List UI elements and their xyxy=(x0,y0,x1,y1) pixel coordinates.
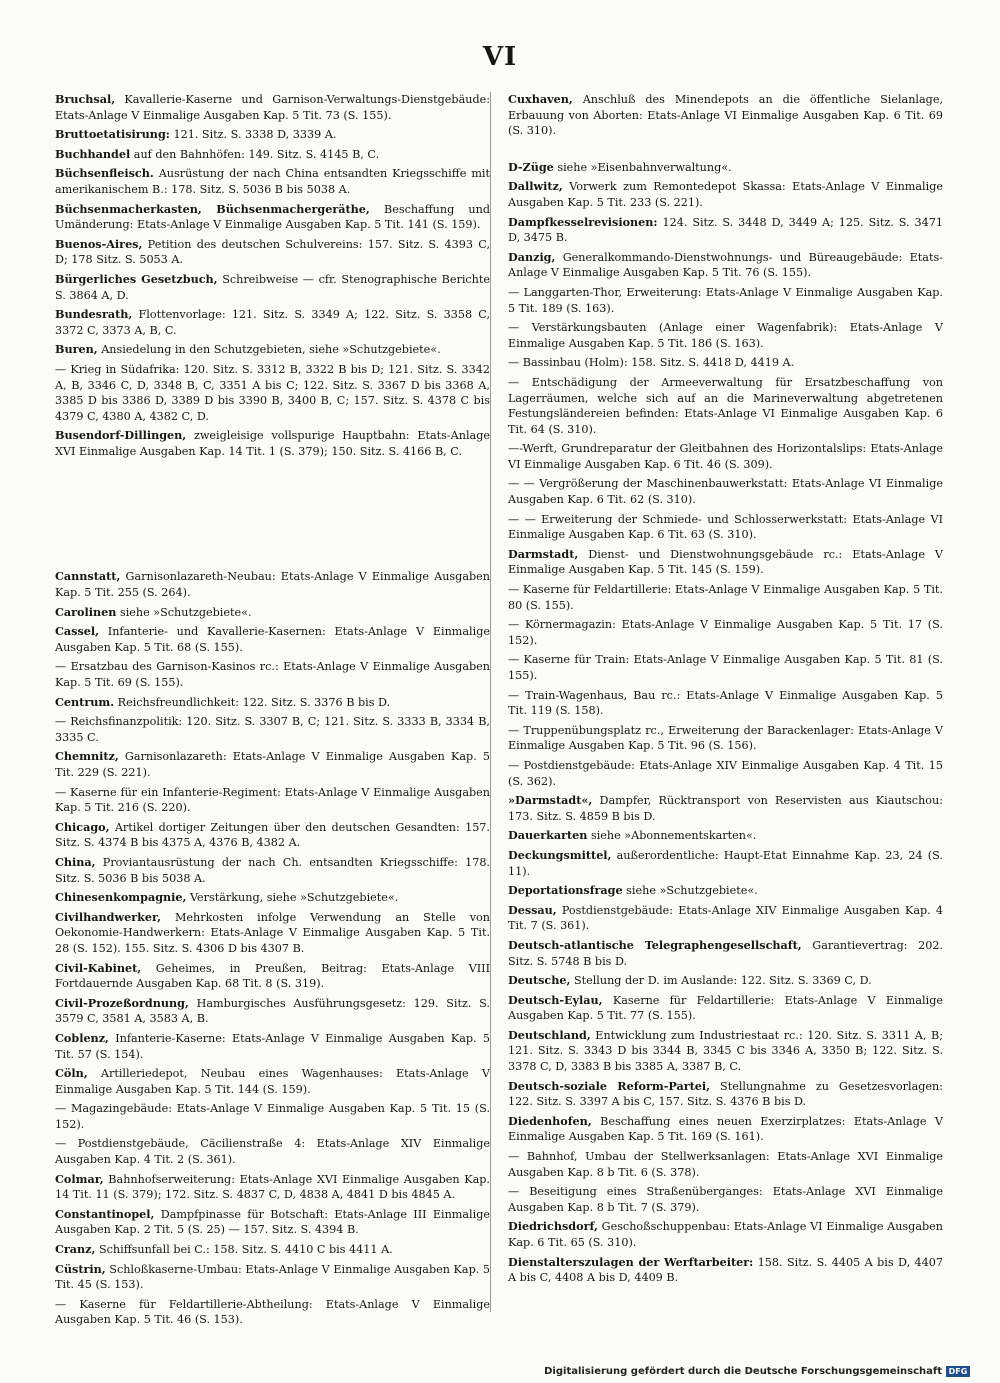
column-divider xyxy=(490,92,491,1312)
index-entry-references: siehe »Eisenbahnverwaltung«. xyxy=(553,160,732,174)
index-entry-headword: Dienstalterszulagen der Werftarbeiter: xyxy=(508,1254,754,1269)
index-entry xyxy=(55,1066,490,1097)
index-entry xyxy=(508,547,943,578)
index-column-left xyxy=(55,92,490,1332)
index-entry xyxy=(508,903,943,934)
index-entry-references: Ansiedelung in den Schutzgebieten, siehe »Schutzgebiete«. xyxy=(97,343,441,357)
index-entry xyxy=(508,215,943,246)
index-entry-references: Kavallerie-Kaserne und Garnison-Verwaltungs-Dienstgebäude: Etats-Anlage V Einmalige Ausgaben Kap. 5 Tit. 73 (S. 155). xyxy=(55,93,490,122)
index-entry-headword: Deportationsfrage xyxy=(508,883,623,898)
index-entry-headword: Cuxhaven, xyxy=(508,92,573,106)
index-entry xyxy=(508,883,943,899)
index-entry-references: Anschluß des Minendepots an die öffentliche Sielanlage, Erbauung von Aborten: Etats-Anlage VI Einmalige Ausgaben Kap. 6 Tit. 69 (S. 310). xyxy=(508,93,943,138)
index-entry-references: — — Erweiterung der Schmiede- und Schlosserwerkstatt: Etats-Anlage VI Einmalige Ausgaben Kap. 6 Tit. 63 (S. 310). xyxy=(508,512,943,542)
index-entry-references: Garnisonlazareth-Neubau: Etats-Anlage V Einmalige Ausgaben Kap. 5 Tit. 255 (S. 264). xyxy=(55,570,490,600)
index-entry-references: Geheimes, in Preußen, Beitrag: Etats-Anlage VIII Fortdauernde Ausgaben Kap. 68 Tit. 8 (S. 319). xyxy=(55,961,490,991)
index-entry-references: Proviantausrüstung der nach Ch. entsandten Kriegsschiffe: 178. Sitz. S. 5036 B bis 5038 A. xyxy=(55,855,490,885)
index-entry-references: — Postdienstgebäude: Etats-Anlage XIV Einmalige Ausgaben Kap. 4 Tit. 15 (S. 362). xyxy=(508,758,943,788)
index-entry-headword: Cranz, xyxy=(55,1242,96,1257)
section-spacer xyxy=(508,143,943,160)
index-entry-references: — Magazingebäude: Etats-Anlage V Einmalige Ausgaben Kap. 5 Tit. 15 (S. 152). xyxy=(55,1102,490,1131)
index-entry-references: — Bassinbau (Holm): 158. Sitz. S. 4418 D, 4419 A. xyxy=(508,356,795,370)
index-entry-references: Garnisonlazareth: Etats-Anlage V Einmalige Ausgaben Kap. 5 Tit. 229 (S. 221). xyxy=(55,750,490,779)
index-entry-headword: Dessau, xyxy=(508,902,557,917)
page-number: VI xyxy=(482,42,518,72)
index-entry xyxy=(55,1172,490,1203)
index-entry xyxy=(55,659,490,690)
index-entry xyxy=(55,855,490,886)
index-entry xyxy=(55,1031,490,1062)
index-entry-references: 124. Sitz. S. 3448 D, 3449 A; 125. Sitz. S. 3471 D, 3475 B. xyxy=(508,215,943,245)
index-entry-headword: Buchhandel xyxy=(55,146,131,161)
index-entry-headword: Bürgerliches Gesetzbuch, xyxy=(55,271,218,286)
index-entry xyxy=(508,828,943,844)
index-entry-references: zweigleisige vollspurige Hauptbahn: Etats-Anlage XVI Einmalige Ausgaben Kap. 14 Tit. 1 (S. 379); 150. Sitz. S. 4166 B, C. xyxy=(55,429,490,458)
index-entry-references: Entwicklung zum Industriestaat rc.: 120. Sitz. S. 3311 A, B; 121. Sitz. S. 3343 D bis 3344 B, 3345 C bis 3346 A, 3350 B; 122. Sitz. S. 3378 C, D, 3383 B bis 3385 A, 3387 B, C. xyxy=(508,1028,943,1074)
index-entry xyxy=(55,820,490,851)
index-entry-references: Flottenvorlage: 121. Sitz. S. 3349 A; 122. Sitz. S. 3358 C, 3372 C, 3373 A, B, C. xyxy=(55,308,490,337)
index-entry-headword: »Darmstadt«, xyxy=(508,793,593,808)
index-entry-headword: Coblenz, xyxy=(55,1030,109,1045)
index-entry-headword: Centrum. xyxy=(55,694,115,709)
index-entry-headword: Deutsch-Eylau, xyxy=(508,992,603,1007)
index-entry-headword: Diedrichsdorf, xyxy=(508,1219,598,1234)
index-entry-references: Vorwerk zum Remontedepot Skassa: Etats-Anlage V Einmalige Ausgaben Kap. 5 Tit. 233 (S. 221). xyxy=(508,180,943,209)
index-entry-headword: Dampfkesselrevisionen: xyxy=(508,214,658,229)
index-entry xyxy=(55,342,490,358)
index-entry-references: 121. Sitz. S. 3338 D, 3339 A. xyxy=(169,128,337,142)
index-entry-references: Schiffsunfall bei C.: 158. Sitz. S. 4410 C bis 4411 A. xyxy=(95,1243,393,1257)
index-entry-headword: Cannstatt, xyxy=(55,569,121,584)
index-entry xyxy=(508,723,943,754)
index-entry-references: Schloßkaserne-Umbau: Etats-Anlage V Einmalige Ausgaben Kap. 5 Tit. 45 (S. 153). xyxy=(55,1262,490,1292)
index-entry-references: Generalkommando-Dienstwohnungs- und Büreaugebäude: Etats-Anlage V Einmalige Ausgaben Kap. 5 Tit. 76 (S. 155). xyxy=(508,250,943,280)
index-entry-references: Dienst- und Dienstwohnungsgebäude rc.: Etats-Anlage V Einmalige Ausgaben Kap. 5 Tit. 145 (S. 159). xyxy=(508,547,943,577)
index-entry-headword: Dauerkarten xyxy=(508,828,588,843)
index-entry-references: Bahnhofserweiterung: Etats-Anlage XVI Einmalige Ausgaben Kap. 14 Tit. 11 (S. 379); 172. Sitz. S. 4837 C, D, 4838 A, 4841 D bis 4845 A. xyxy=(55,1172,490,1202)
index-entry-references: Infanterie-Kaserne: Etats-Anlage V Einmalige Ausgaben Kap. 5 Tit. 57 (S. 154). xyxy=(55,1031,490,1061)
index-entry-headword: Bundesrath, xyxy=(55,307,133,322)
index-entry-headword: Bruchsal, xyxy=(55,92,116,106)
index-entry xyxy=(55,624,490,655)
index-entry-references: Dampfpinasse für Botschaft: Etats-Anlage III Einmalige Ausgaben Kap. 2 Tit. 5 (S. 25) — 157. Sitz. S. 4394 B. xyxy=(55,1207,490,1237)
index-entry-references: Stellungnahme zu Gesetzesvorlagen: 122. Sitz. S. 3397 A bis C, 157. Sitz. S. 4376 B bis D. xyxy=(508,1079,943,1109)
index-entry-headword: Deutsche, xyxy=(508,973,571,988)
index-entry xyxy=(55,714,490,745)
index-entry-references: — Krieg in Südafrika: 120. Sitz. S. 3312 B, 3322 B bis D; 121. Sitz. S. 3342 A, B, 3346 C, D, 3348 B, C, 3351 A bis C; 122. Sitz. S. 3367 D bis 3368 A, 3385 D bis 3386 D, 3389 D bis 3390 B, 3400 B, C; 157. Sitz. S. 4378 C bis 4379 C, 4380 A, 4382 C, D. xyxy=(55,362,490,423)
index-entry xyxy=(55,695,490,711)
index-entry-headword: Chemnitz, xyxy=(55,749,119,764)
index-entry xyxy=(55,272,490,303)
index-entry xyxy=(55,1136,490,1167)
index-entry xyxy=(508,476,943,507)
index-entry xyxy=(55,1297,490,1328)
index-entry-references: — Langgarten-Thor, Erweiterung: Etats-Anlage V Einmalige Ausgaben Kap. 5 Tit. 189 (S. 163). xyxy=(508,285,943,315)
index-entry xyxy=(508,938,943,969)
index-entry-references: Artilleriedepot, Neubau eines Wagenhauses: Etats-Anlage V Einmalige Ausgaben Kap. 5 Tit. 144 (S. 159). xyxy=(55,1067,490,1096)
index-entry-references: Hamburgisches Ausführungsgesetz: 129. Sitz. S. 3579 C, 3581 A, 3583 A, B. xyxy=(55,996,490,1026)
index-entry-references: Schreibweise — cfr. Stenographische Berichte S. 3864 A, D. xyxy=(55,272,491,302)
index-entry xyxy=(508,1255,943,1286)
index-entry-references: Geschoßschuppenbau: Etats-Anlage VI Einmalige Ausgaben Kap. 6 Tit. 65 (S. 310). xyxy=(508,1220,943,1249)
index-entry xyxy=(508,993,943,1024)
index-entry-references: — Train-Wagenhaus, Bau rc.: Etats-Anlage V Einmalige Ausgaben Kap. 5 Tit. 119 (S. 158). xyxy=(508,688,943,718)
dfg-logo: DFG xyxy=(946,1366,970,1377)
index-entry-references: Verstärkung, siehe »Schutzgebiete«. xyxy=(186,891,399,905)
index-entry xyxy=(55,961,490,992)
index-entry xyxy=(55,890,490,906)
index-entry-headword: Darmstadt, xyxy=(508,546,579,561)
index-entry-headword: Deutsch-soziale Reform-Partei, xyxy=(508,1078,711,1093)
index-entry-headword: Deutschland, xyxy=(508,1027,591,1042)
index-entry xyxy=(508,375,943,437)
index-entry-headword: Deckungsmittel, xyxy=(508,847,612,862)
index-entry-headword: Bruttoetatisirung: xyxy=(55,127,170,142)
index-entry-headword: Danzig, xyxy=(508,249,556,264)
index-entry-references: Dampfer, Rücktransport von Reservisten aus Kiautschou: 173. Sitz. S. 4859 B bis D. xyxy=(508,794,943,823)
index-entry-references: Artikel dortiger Zeitungen über den deutschen Gesandten: 157. Sitz. S. 4374 B bis 4375 A, 4376 B, 4382 A. xyxy=(55,820,490,850)
index-entry-headword: Deutsch-atlantische Telegraphengesellschaft, xyxy=(508,937,802,952)
index-entry-headword: Busendorf-Dillingen, xyxy=(55,428,187,443)
index-entry-references: — Entschädigung der Armeeverwaltung für Ersatzbeschaffung von Lagerräumen, welche sich auf an die Marineverwaltung abgetretenen Festungsländereien befinden: Etats-Anlage VI Einmalige Ausgaben Kap. 6 Tit. 64 (S. 310). xyxy=(508,375,943,436)
index-entry-references: auf den Bahnhöfen: 149. Sitz. S. 4145 B, C. xyxy=(130,147,380,161)
index-entry xyxy=(55,605,490,621)
index-entry xyxy=(508,92,943,139)
section-spacer xyxy=(55,463,490,569)
index-entry xyxy=(508,1114,943,1145)
index-entry-headword: Colmar, xyxy=(55,1171,104,1186)
index-entry-references: — Beseitigung eines Straßenüberganges: Etats-Anlage XVI Einmalige Ausgaben Kap. 8 b Tit. 7 (S. 379). xyxy=(508,1185,943,1214)
index-entry-references: Infanterie- und Kavallerie-Kasernen: Etats-Anlage V Einmalige Ausgaben Kap. 5 Tit. 68 (S. 155). xyxy=(55,625,490,654)
index-entry xyxy=(55,1101,490,1132)
index-entry xyxy=(508,688,943,719)
index-entry xyxy=(55,749,490,780)
index-entry xyxy=(508,320,943,351)
index-entry-headword: Büchsenmacherkasten, Büchsenmachergeräthe, xyxy=(55,201,370,216)
footer-credit-text: Digitalisierung gefördert durch die Deutsche Forschungsgemeinschaft xyxy=(544,1366,942,1377)
index-entry-references: außerordentliche: Haupt-Etat Einnahme Kap. 23, 24 (S. 11). xyxy=(508,848,943,878)
index-entry-headword: Diedenhofen, xyxy=(508,1113,592,1128)
index-entry xyxy=(55,362,490,424)
index-entry xyxy=(55,996,490,1027)
index-entry xyxy=(55,910,490,957)
index-entry xyxy=(508,758,943,789)
index-entry-headword: Dallwitz, xyxy=(508,179,563,194)
index-entry xyxy=(508,512,943,543)
index-entry-headword: Chicago, xyxy=(55,819,110,834)
footer-credit xyxy=(544,1366,970,1377)
index-entry-references: siehe »Abonnementskarten«. xyxy=(587,829,757,843)
index-entry xyxy=(508,973,943,989)
index-entry-headword: Buenos-Aires, xyxy=(55,236,143,251)
index-entry xyxy=(55,428,490,459)
index-entry xyxy=(508,179,943,210)
index-entry-headword: China, xyxy=(55,854,96,869)
index-entry xyxy=(508,1079,943,1110)
index-entry-headword: Büchsenfleisch. xyxy=(55,166,154,181)
index-entry-references: — Postdienstgebäude, Cäcilienstraße 4: Etats-Anlage XIV Einmalige Ausgaben Kap. 4 Tit. 2 (S. 361). xyxy=(55,1137,490,1167)
index-entry-references: Postdienstgebäude: Etats-Anlage XIV Einmalige Ausgaben Kap. 4 Tit. 7 (S. 361). xyxy=(508,903,943,933)
index-entry-references: — Kaserne für Train: Etats-Anlage V Einmalige Ausgaben Kap. 5 Tit. 81 (S. 155). xyxy=(508,653,943,682)
index-entry xyxy=(55,202,490,233)
index-entry xyxy=(508,582,943,613)
index-entry-references: — Verstärkungsbauten (Anlage einer Wagenfabrik): Etats-Anlage V Einmalige Ausgaben Kap. 5 Tit. 186 (S. 163). xyxy=(508,321,943,350)
index-entry xyxy=(508,441,943,472)
index-entry-headword: Cassel, xyxy=(55,624,100,639)
index-entry-references: — Kaserne für ein Infanterie-Regiment: Etats-Anlage V Einmalige Ausgaben Kap. 5 Tit. 216 (S. 220). xyxy=(55,785,490,815)
index-entry-references: — Truppenübungsplatz rc., Erweiterung der Barackenlager: Etats-Anlage V Einmalige Ausgaben Kap. 5 Tit. 96 (S. 156). xyxy=(508,723,943,753)
index-column-right xyxy=(508,92,943,1290)
index-entry-references: — Kaserne für Feldartillerie-Abtheilung: Etats-Anlage V Einmalige Ausgaben Kap. 5 Tit. 46 (S. 153). xyxy=(55,1297,490,1327)
index-entry-headword: Cöln, xyxy=(55,1066,88,1081)
index-entry-references: Ausrüstung der nach China entsandten Kriegsschiffe mit amerikanischem B.: 178. Sitz. S. 5036 B bis 5038 A. xyxy=(55,167,490,196)
index-entry-references: Kaserne für Feldartillerie: Etats-Anlage V Einmalige Ausgaben Kap. 5 Tit. 77 (S. 155). xyxy=(508,993,943,1023)
index-entry xyxy=(55,1262,490,1293)
index-entry-headword: Civil-Kabinet, xyxy=(55,960,142,975)
index-entry-references: Petition des deutschen Schulvereins: 157. Sitz. S. 4393 C, D; 178 Sitz. S. 5053 A. xyxy=(55,237,490,267)
index-entry xyxy=(508,617,943,648)
index-entry xyxy=(508,1028,943,1075)
index-entry-references: — — Vergrößerung der Maschinenbauwerkstatt: Etats-Anlage VI Einmalige Ausgaben Kap. 6 Tit. 62 (S. 310). xyxy=(508,477,943,507)
index-entry-references: siehe »Schutzgebiete«. xyxy=(622,884,758,898)
index-entry xyxy=(55,1242,490,1258)
index-entry xyxy=(55,569,490,600)
index-entry xyxy=(508,1184,943,1215)
index-entry xyxy=(508,355,943,371)
index-entry-headword: Constantinopel, xyxy=(55,1206,155,1221)
index-entry xyxy=(55,147,490,163)
index-entry xyxy=(508,160,943,176)
index-entry-references: Garantievertrag: 202. Sitz. S. 5748 B bis D. xyxy=(508,938,943,968)
index-entry xyxy=(55,166,490,197)
index-entry xyxy=(55,1207,490,1238)
index-entry-references: — Ersatzbau des Garnison-Kasinos rc.: Etats-Anlage V Einmalige Ausgaben Kap. 5 Tit. 69 (S. 155). xyxy=(55,660,490,690)
index-entry xyxy=(508,1219,943,1250)
index-entry xyxy=(55,785,490,816)
index-entry-references: —-Werft, Grundreparatur der Gleitbahnen des Horizontalslips: Etats-Anlage VI Einmalige Ausgaben Kap. 6 Tit. 46 (S. 309). xyxy=(508,442,943,471)
index-entry xyxy=(508,285,943,316)
index-entry xyxy=(508,652,943,683)
index-entry-headword: Civilhandwerker, xyxy=(55,909,161,924)
index-entry-references: Reichsfreundlichkeit: 122. Sitz. S. 3376 B bis D. xyxy=(114,695,391,709)
index-entry-references: — Körnermagazin: Etats-Anlage V Einmalige Ausgaben Kap. 5 Tit. 17 (S. 152). xyxy=(508,618,943,647)
index-entry-headword: Civil-Prozeßordnung, xyxy=(55,995,189,1010)
index-entry xyxy=(508,1149,943,1180)
index-entry-headword: Buren, xyxy=(55,342,98,357)
index-entry-headword: Cüstrin, xyxy=(55,1261,106,1276)
index-entry-references: Stellung der D. im Auslande: 122. Sitz. S. 3369 C, D. xyxy=(570,974,872,988)
index-entry xyxy=(508,250,943,281)
index-entry-references: Beschaffung und Umänderung: Etats-Anlage V Einmalige Ausgaben Kap. 5 Tit. 141 (S. 159). xyxy=(55,202,490,232)
index-entry xyxy=(508,793,943,824)
index-entry-references: 158. Sitz. S. 4405 A bis D, 4407 A bis C, 4408 A bis D, 4409 B. xyxy=(508,1255,943,1285)
index-entry-references: — Kaserne für Feldartillerie: Etats-Anlage V Einmalige Ausgaben Kap. 5 Tit. 80 (S. 155). xyxy=(508,583,943,612)
index-entry xyxy=(55,127,490,143)
index-entry-references: — Bahnhof, Umbau der Stellwerksanlagen: Etats-Anlage XVI Einmalige Ausgaben Kap. 8 b Tit. 6 (S. 378). xyxy=(508,1150,943,1179)
index-entry-references: siehe »Schutzgebiete«. xyxy=(116,605,252,619)
index-entry xyxy=(55,307,490,338)
index-entry-references: Beschaffung eines neuen Exerzirplatzes: Etats-Anlage V Einmalige Ausgaben Kap. 5 Tit. 169 (S. 161). xyxy=(508,1114,943,1144)
index-entry-headword: Chinesenkompagnie, xyxy=(55,890,187,905)
index-entry xyxy=(55,237,490,268)
index-entry-references: Mehrkosten infolge Verwendung an Stelle von Oekonomie-Handwerkern: Etats-Anlage V Einmalige Ausgaben Kap. 5 Tit. 28 (S. 152). 155. Sitz. S. 4306 D bis 4307 B. xyxy=(55,910,490,955)
index-entry-headword: Carolinen xyxy=(55,604,117,619)
index-entry xyxy=(55,92,490,123)
index-entry-headword: D-Züge xyxy=(508,159,554,174)
index-entry xyxy=(508,848,943,879)
index-entry-references: — Reichsfinanzpolitik: 120. Sitz. S. 3307 B, C; 121. Sitz. S. 3333 B, 3334 B, 3335 C. xyxy=(55,715,490,744)
